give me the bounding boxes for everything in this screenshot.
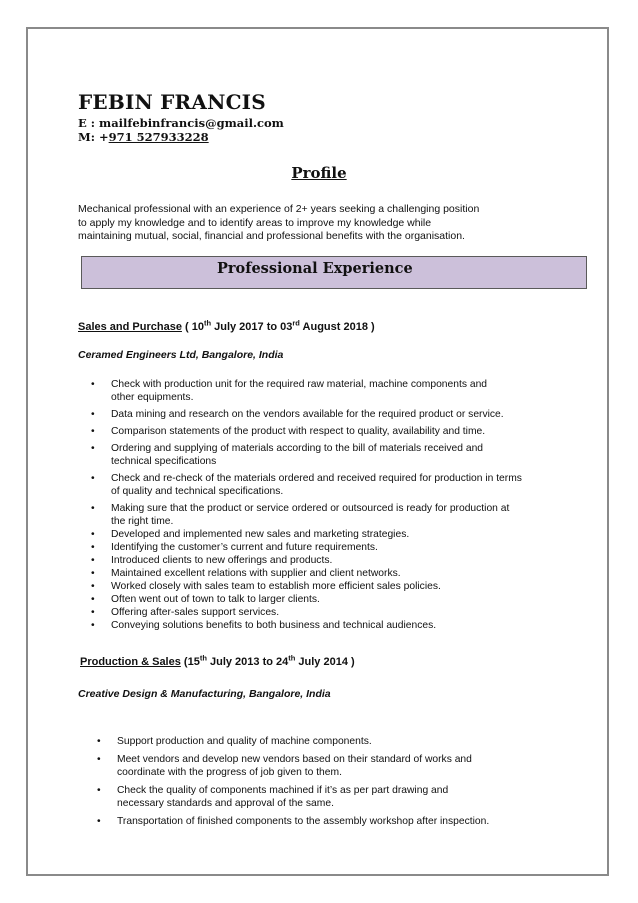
- company-name: Ceramed Engineers Ltd, Bangalore, India: [78, 349, 284, 361]
- ordinal-suffix: th: [288, 653, 296, 663]
- bullet-icon: •: [97, 754, 101, 765]
- duty-text: Meet vendors and develop new vendors based on their standard of works and: [117, 754, 472, 765]
- email-prefix: E :: [78, 116, 100, 130]
- ordinal-suffix: th: [203, 318, 212, 328]
- bullet-icon: •: [91, 443, 95, 454]
- list-item: [97, 735, 527, 748]
- list-item: [91, 606, 551, 619]
- duty-text: Often went out of town to talk to larger clients.: [111, 594, 320, 605]
- job-title: Production & Sales: [80, 656, 181, 668]
- ordinal-suffix: th: [199, 653, 207, 663]
- list-item: [91, 502, 551, 528]
- list-item: [91, 554, 551, 567]
- duty-text: Check the quality of components machined if it’s as per part drawing and: [117, 785, 449, 796]
- bullet-icon: •: [91, 529, 95, 540]
- list-item: [91, 528, 551, 541]
- list-item: [91, 567, 551, 580]
- profile-line: Mechanical professional with an experience of 2+ years seeking a challenging position: [78, 203, 480, 215]
- duty-text: of quality and technical specifications.: [111, 486, 284, 497]
- bullet-icon: •: [91, 568, 95, 579]
- bullet-icon: •: [91, 542, 95, 553]
- phone-prefix: M: +: [78, 130, 109, 144]
- list-item: [91, 580, 551, 593]
- phone-number[interactable]: 971 527933228: [108, 130, 209, 144]
- list-item: [91, 541, 551, 554]
- experience-heading: Professional Experience: [217, 260, 413, 277]
- duty-list: [97, 735, 527, 828]
- bullet-icon: •: [91, 594, 95, 605]
- bullet-icon: •: [97, 736, 101, 747]
- duty-text: Transportation of finished components to the assembly workshop after inspection.: [117, 816, 490, 827]
- job-heading: [78, 318, 375, 333]
- profile-summary: [78, 203, 518, 244]
- bullet-icon: •: [91, 379, 95, 390]
- job-period-mid: July 2017 to 03: [211, 321, 293, 333]
- duty-text: the right time.: [111, 516, 174, 527]
- duty-text: Ordering and supplying of materials according to the bill of materials received and: [111, 443, 484, 454]
- profile-heading: Profile: [291, 164, 347, 182]
- duty-text: Conveying solutions benefits to both business and technical audiences.: [111, 620, 437, 631]
- job-period-close: July 2014 ): [295, 656, 355, 668]
- list-item: [91, 442, 551, 468]
- job-period-mid: July 2013 to 24: [206, 656, 289, 668]
- job-title: Sales and Purchase: [78, 321, 182, 333]
- bullet-icon: •: [91, 473, 95, 484]
- duty-list: [91, 378, 551, 632]
- experience-banner: [81, 256, 587, 289]
- bullet-icon: •: [91, 581, 95, 592]
- list-item: [97, 784, 527, 810]
- list-item: [91, 593, 551, 606]
- bullet-icon: •: [91, 409, 95, 420]
- email-address: mailfebinfrancis@gmail.com: [99, 116, 284, 130]
- duty-text: Check and re-check of the materials ordered and received required for production in terms: [111, 473, 522, 484]
- list-item: [91, 472, 551, 498]
- job-period-close: August 2018 ): [299, 321, 375, 333]
- list-item: [91, 378, 551, 404]
- bullet-icon: •: [91, 426, 95, 437]
- duty-text: coordinate with the progress of job given to them.: [117, 767, 342, 778]
- duty-text: Worked closely with sales team to establish more efficient sales policies.: [111, 581, 441, 592]
- duty-text: Data mining and research on the vendors available for the required product or service.: [111, 409, 504, 420]
- email-line: [78, 116, 284, 130]
- duty-text: Identifying the customer’s current and future requirements.: [111, 542, 378, 553]
- duty-text: Maintained excellent relations with supplier and client networks.: [111, 568, 401, 579]
- duty-text: Check with production unit for the required raw material, machine components and: [111, 379, 488, 390]
- candidate-name: FEBIN FRANCIS: [78, 90, 266, 114]
- duty-text: Offering after-sales support services.: [111, 607, 280, 618]
- duty-text: Comparison statements of the product with respect to quality, availability and time.: [111, 426, 486, 437]
- job-heading: [80, 653, 355, 668]
- bullet-icon: •: [91, 503, 95, 514]
- list-item: [91, 425, 551, 438]
- bullet-icon: •: [91, 555, 95, 566]
- duty-text: other equipments.: [111, 392, 194, 403]
- phone-line: [78, 130, 209, 144]
- duty-text: Developed and implemented new sales and marketing strategies.: [111, 529, 410, 540]
- bullet-icon: •: [97, 816, 101, 827]
- profile-line: to apply my knowledge and to identify areas to improve my knowledge while: [78, 216, 432, 229]
- duty-text: Introduced clients to new offerings and products.: [111, 555, 333, 566]
- company-name: Creative Design & Manufacturing, Bangalore, India: [78, 688, 331, 700]
- list-item: [97, 815, 527, 828]
- list-item: [91, 619, 551, 632]
- bullet-icon: •: [97, 785, 101, 796]
- duty-text: necessary standards and approval of the same.: [117, 798, 334, 809]
- list-item: [91, 408, 551, 421]
- bullet-icon: •: [91, 607, 95, 618]
- duty-text: Support production and quality of machine components.: [117, 736, 372, 747]
- ordinal-suffix: rd: [292, 318, 300, 328]
- duty-text: technical specifications: [111, 456, 217, 467]
- job-period-open: (15: [180, 656, 200, 668]
- profile-line: maintaining mutual, social, financial and professional benefits with the organisation.: [78, 230, 465, 242]
- duty-text: Making sure that the product or service ordered or outsourced is ready for production at: [111, 503, 510, 514]
- job-period-open: ( 10: [181, 321, 204, 333]
- bullet-icon: •: [91, 620, 95, 631]
- list-item: [97, 753, 527, 779]
